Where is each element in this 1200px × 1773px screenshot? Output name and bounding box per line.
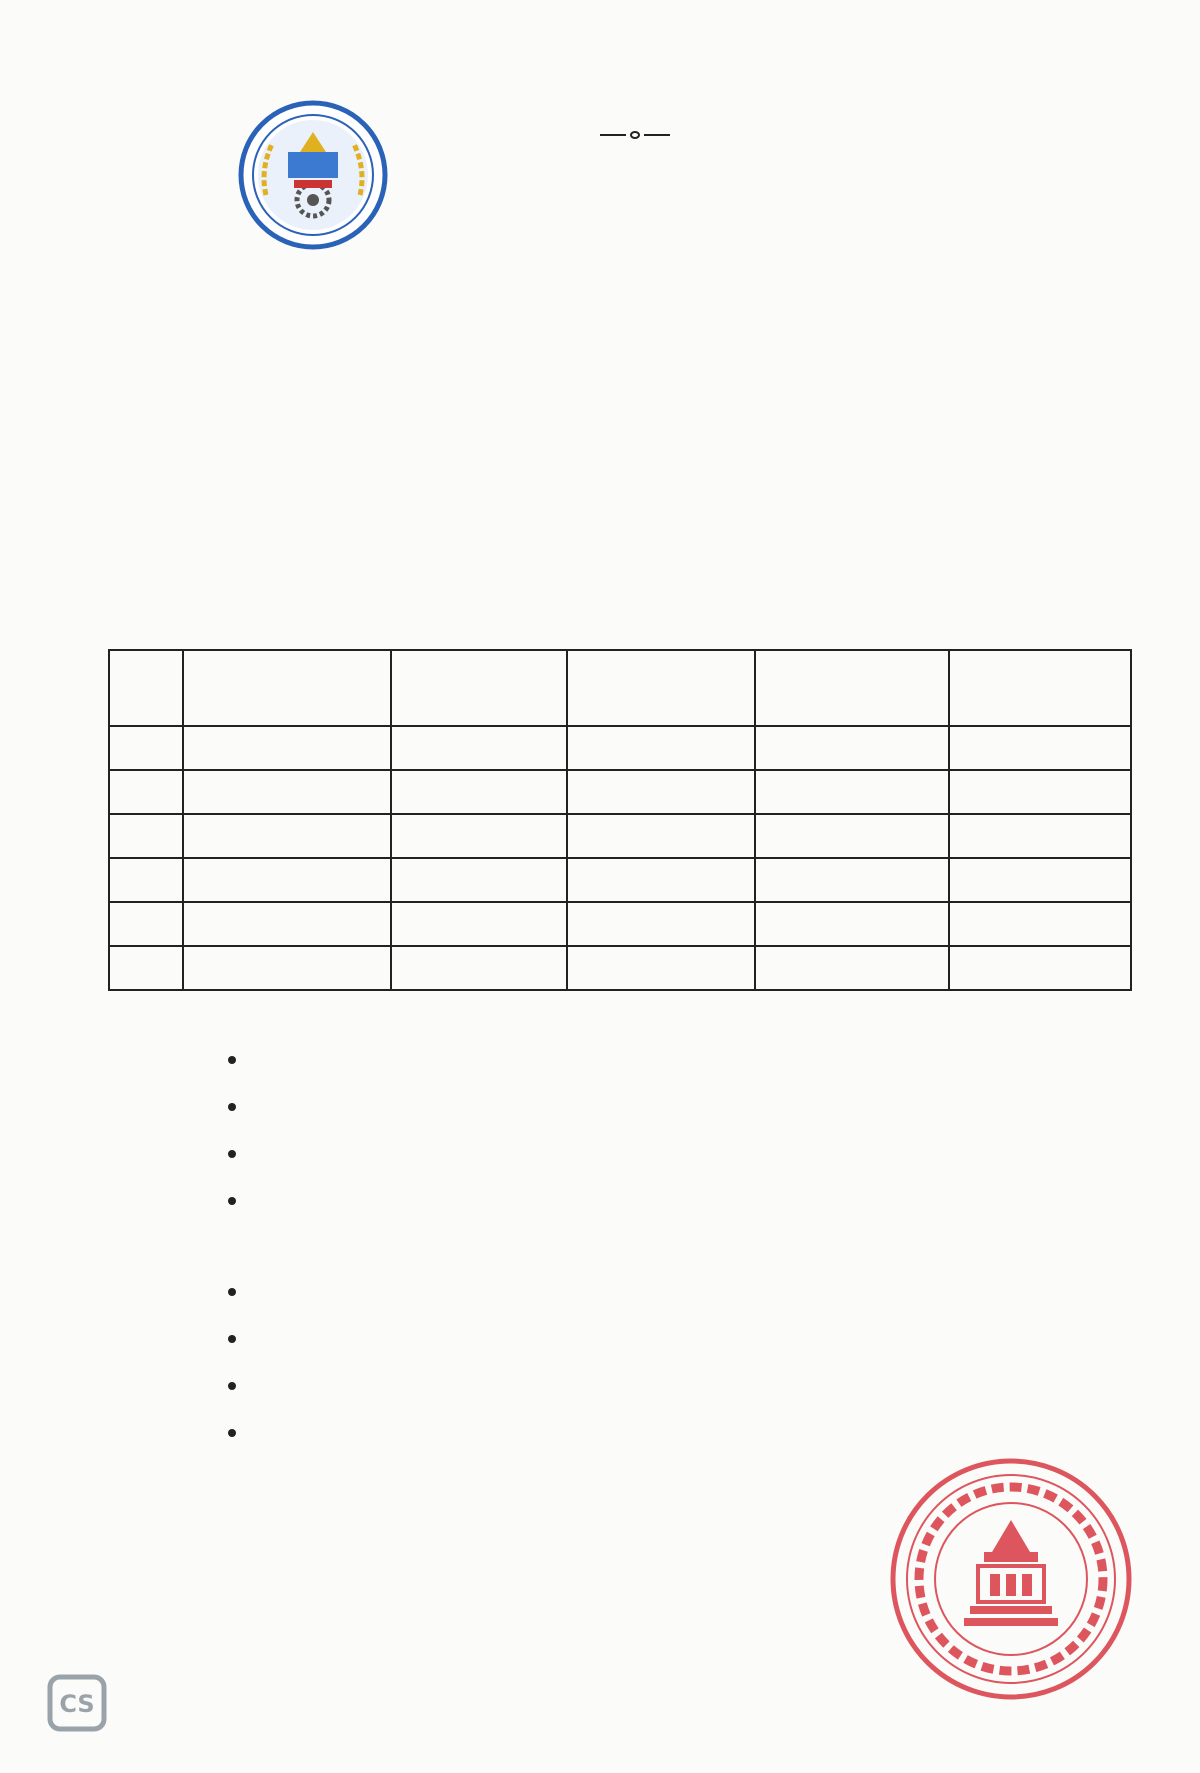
table-row — [109, 946, 1131, 990]
col-header-3 — [567, 650, 755, 726]
table-cell — [567, 814, 755, 858]
col-header-5 — [949, 650, 1131, 726]
training-center-logo-icon — [238, 100, 388, 250]
camscanner-icon — [47, 1674, 107, 1732]
row-number — [109, 902, 183, 946]
list-item — [226, 1362, 256, 1409]
table-cell — [755, 726, 949, 770]
row-number — [109, 858, 183, 902]
table-cell — [391, 946, 567, 990]
table-cell — [949, 946, 1131, 990]
table-row — [109, 858, 1131, 902]
col-header-no — [109, 650, 183, 726]
table-cell — [391, 770, 567, 814]
table-header-row — [109, 650, 1131, 726]
table-cell — [391, 858, 567, 902]
list-item — [226, 1268, 256, 1315]
row-number — [109, 726, 183, 770]
table-cell — [391, 726, 567, 770]
table-cell — [391, 902, 567, 946]
table-row — [109, 726, 1131, 770]
table-cell — [183, 858, 391, 902]
table-cell — [755, 902, 949, 946]
table-row — [109, 770, 1131, 814]
row-number — [109, 814, 183, 858]
table-cell — [755, 814, 949, 858]
row-number — [109, 946, 183, 990]
table-cell — [567, 858, 755, 902]
table-cell — [949, 726, 1131, 770]
table-cell — [183, 902, 391, 946]
benefits-list — [226, 1268, 256, 1456]
table-cell — [755, 770, 949, 814]
official-stamp-icon — [880, 1448, 1142, 1710]
table-row — [109, 814, 1131, 858]
table-cell — [183, 946, 391, 990]
intro-paragraph — [110, 420, 1130, 464]
heading-ornament — [600, 130, 670, 140]
col-header-1 — [183, 650, 391, 726]
row-number — [109, 770, 183, 814]
criteria-list — [226, 1036, 256, 1224]
table-cell — [183, 814, 391, 858]
table-cell — [183, 726, 391, 770]
commune-table — [108, 649, 1132, 991]
table-cell — [567, 726, 755, 770]
list-item — [226, 1315, 256, 1362]
table-cell — [567, 946, 755, 990]
list-item — [226, 1036, 256, 1083]
list-item — [226, 1177, 256, 1224]
table-row — [109, 902, 1131, 946]
col-header-4 — [755, 650, 949, 726]
table-cell — [949, 902, 1131, 946]
list-item — [226, 1083, 256, 1130]
svg-text:CS: CS — [59, 1690, 95, 1718]
list-item — [226, 1409, 256, 1456]
table-cell — [949, 770, 1131, 814]
table-cell — [567, 902, 755, 946]
table-cell — [949, 814, 1131, 858]
table-cell — [183, 770, 391, 814]
list-item — [226, 1130, 256, 1177]
table-cell — [755, 946, 949, 990]
table-cell — [567, 770, 755, 814]
table-cell — [391, 814, 567, 858]
table-cell — [755, 858, 949, 902]
col-header-2 — [391, 650, 567, 726]
table-cell — [949, 858, 1131, 902]
